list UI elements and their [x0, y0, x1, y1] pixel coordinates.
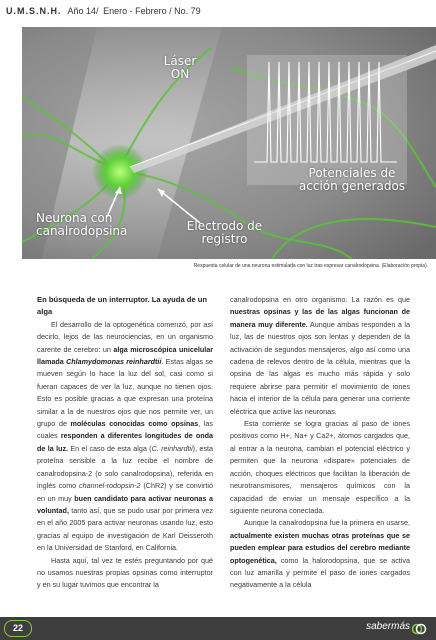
- journal-name: U.M.S.N.H.: [6, 6, 62, 16]
- brand-logo-icon: [411, 621, 427, 637]
- neuron-text: Neurona con canalrodopsina: [36, 211, 128, 239]
- laser-text: Láser ON: [163, 54, 197, 82]
- emphasis-text: buen candidato para activar neuronas a voluntad,: [37, 493, 213, 515]
- paragraph: El desarrollo de la optogenética comenzó, por así decirlo, lejos de las neurociencias, en un organismo carente de cerebro: un alga microscópica unicelular llamada Chlamydomonas reinhardtii. Estas algas se mueven según lo hace la luz del sol, casi como si fueran capaces de ver la luz, aunque no tienen ojos. Esto es posible gracias a que expresan una proteína similar a la de nuestros ojos que nos permite ver, un grupo de moléculas conocidas como opsinas, las cuales responden a diferentes longitudes de onda de la luz. En el caso de esta alga (C. reinhardtii), esta proteína sensible a la luz recibe el nombre de canalrodopsina-2 (o solo canalrodopsina), referida en inglés como channel-rodopsin-2 (ChR2) y se convirtió en un muy buen candidato para activar neuronas a voluntad, tanto así, que se pudo usar por primera vez en el año 2005 para activar neuronas usando luz, esto gracias al equipo de investigación de Karl Deisseroth en la Universidad de Stanford, en California.: [37, 319, 214, 553]
- potentials-label: [277, 167, 427, 194]
- emphasis-text: alga microscópica unicelular llamada: [37, 344, 213, 367]
- section-heading: En búsqueda de un interruptor. La ayuda de un alga: [37, 295, 208, 317]
- emphasis-text: Chlamydomonas reinhardtii: [66, 357, 162, 367]
- paragraph: Hasta aquí, tal vez te estés preguntando por qué no usamos nuestras propias opsinas como interruptor y en su lugar tuvimos que encontrar la: [37, 555, 213, 590]
- page-footer: [0, 617, 436, 640]
- neuron-label: [36, 212, 156, 239]
- italic-text: C. reinhardtii: [151, 443, 193, 453]
- left-column: [37, 294, 213, 592]
- italic-text: channel-rodopsin-2: [79, 481, 141, 491]
- laser-label: [150, 55, 210, 82]
- paragraph: Esta corriente se logra gracias al paso de iones positivos como H+, Na+ y Ca2+, átomos cargados que, al entrar a la neurona, cambian el potencial eléctrico y permiten que la neurona «dispare» potenciales de acción, choques eléctricos que facilitan la liberación de neurotransmisores, mensajeros químicos con la capacidad de enviar un mensaje específico a la siguiente neurona conectada.: [230, 419, 410, 515]
- running-header: [6, 6, 201, 16]
- issue-number: Enero - Febrero / No. 79: [103, 6, 201, 16]
- brand-name: sabermás: [366, 621, 410, 632]
- paragraph: Aunque la canalrodopsina fue la primera en usarse, actualmente existen muchas otras proteínas que se pueden emplear para estudios del cerebro mediante optogenética, como la halorodopsina, que se activa con luz amarilla y permite el paso de iones cargados negativamente a la célula: [230, 518, 410, 590]
- potentials-text: Potenciales de acción generados: [298, 166, 406, 194]
- emphasis-text: actualmente existen muchas otras proteínas que se pueden emplear para estudios del cerebro mediante optogenética,: [230, 530, 410, 565]
- page-number: 22: [4, 620, 32, 637]
- neuron-figure: [22, 27, 436, 259]
- issue-year: Año 14/: [67, 6, 99, 16]
- emphasis-text: moléculas conocidas como opsinas: [70, 419, 199, 429]
- emphasis-text: responden a diferentes longitudes de onda de la luz.: [37, 431, 214, 453]
- figure-caption: Respuesta celular de una neurona estimulada con luz tras expresar canalrodopsina. (Elaboración propia).: [193, 263, 428, 269]
- electrode-text: Electrodo de registro: [186, 219, 263, 247]
- electrode-label: [172, 220, 277, 247]
- paragraph: canalrodopsina en otro organismo. La razón es que nuestras opsinas y las de las algas funcionan de manera muy diferente. Aunque ambas responden a la luz, las de nuestros ojos son lentas y dependen de la activación de segundos mensajeros, algo así como una cadena de relevos dentro de la célula, mientras que la opsina de las algas es mucho más rápida y solo requiere abrirse para permitir el movimiento de iones hacia el interior de la célula para generar una corriente eléctrica que active las neuronas.: [230, 295, 410, 416]
- emphasis-text: nuestras opsinas y las de las algas funcionan de manera muy diferente.: [230, 307, 410, 329]
- right-column: [230, 294, 410, 592]
